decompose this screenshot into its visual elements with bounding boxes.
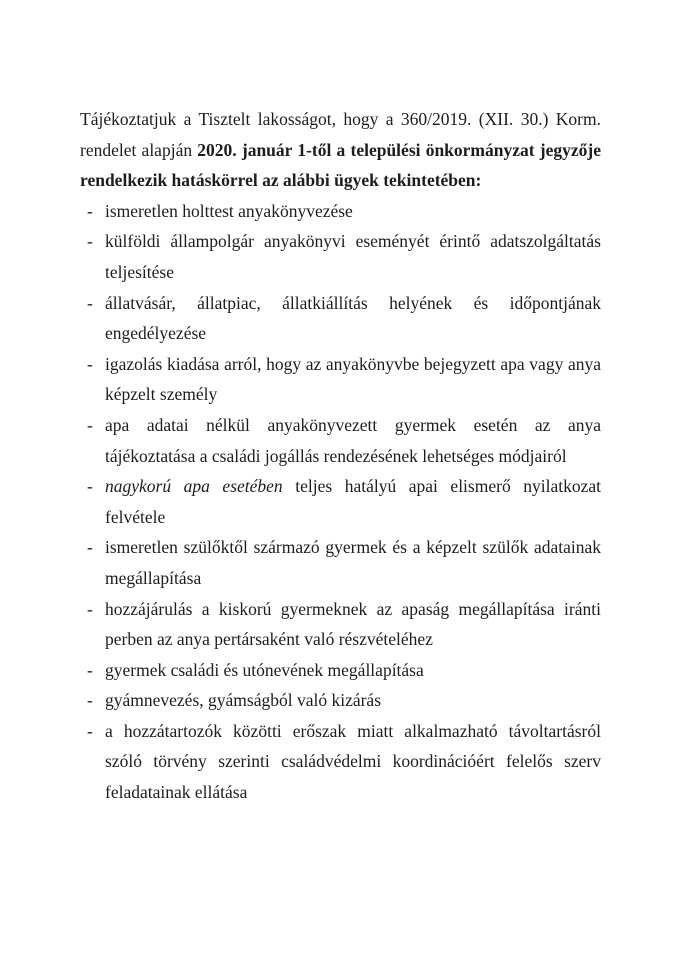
list-item [80,532,601,593]
list-item-text: ismeretlen holttest anyakönyvezése [105,200,353,221]
duties-list [80,196,601,808]
list-item-text-italic: nagykorú apa esetében [105,476,283,497]
list-dash-marker: - [87,476,93,497]
list-item-text: állatvásár, állatpiac, állatkiállítás helyének és időpontjának engedélyezése [105,292,601,344]
list-item-text: teljes hatályú apai elismerő nyilatkozat felvétele [105,476,601,527]
list-dash-marker: - [87,200,93,221]
list-item [80,349,601,410]
list-dash-marker: - [87,690,93,711]
list-item [80,655,601,686]
intro-paragraph [80,104,601,196]
list-item-text: apa adatai nélkül anyakönyvezett gyermek esetén az anya tájékoztatása a családi jogállás rendezésének lehetséges módjairól [105,414,601,466]
list-item-text: gyermek családi és utónevének megállapítása [105,659,424,680]
list-item-text: külföldi állampolgár anyakönyvi eseményét érintő adatszolgáltatás teljesítése [105,231,601,282]
document-content [80,104,601,808]
list-item-text: hozzájárulás a kiskorú gyermeknek az apaság megállapítása iránti perben az anya pertársaként való részvételéhez [105,598,601,650]
list-item [80,288,601,349]
list-dash-marker: - [87,720,93,741]
list-item-text: a hozzátartozók közötti erőszak miatt alkalmazható távoltartásról szóló törvény szerinti családvédelmi koordinációért felelős szerv feladatainak ellátása [105,720,601,803]
intro-text-bold: 2020. január 1-től a települési önkormányzat jegyzője rendelkezik hatáskörrel az alábbi ügyek tekintetében: [80,139,601,191]
list-item [80,471,601,532]
list-dash-marker: - [87,414,93,435]
list-dash-marker: - [87,659,93,680]
list-item-text: ismeretlen szülőktől származó gyermek és a képzelt szülők adatainak megállapítása [105,537,601,588]
list-dash-marker: - [87,353,93,374]
list-item [80,594,601,655]
list-item [80,226,601,287]
list-dash-marker: - [87,537,93,558]
list-item [80,196,601,227]
intro-text-normal: Tájékoztatjuk a Tisztelt lakosságot, hogy a 360/2019. (XII. 30.) Korm. rendelet alapján [80,109,601,160]
list-item [80,685,601,716]
list-dash-marker: - [87,292,93,313]
list-item [80,410,601,471]
list-item-text: igazolás kiadása arról, hogy az anyakönyvbe bejegyzett apa vagy anya képzelt személy [105,353,601,405]
list-item [80,716,601,808]
list-dash-marker: - [87,231,93,252]
list-item-text: gyámnevezés, gyámságból való kizárás [105,690,382,711]
list-dash-marker: - [87,598,93,619]
